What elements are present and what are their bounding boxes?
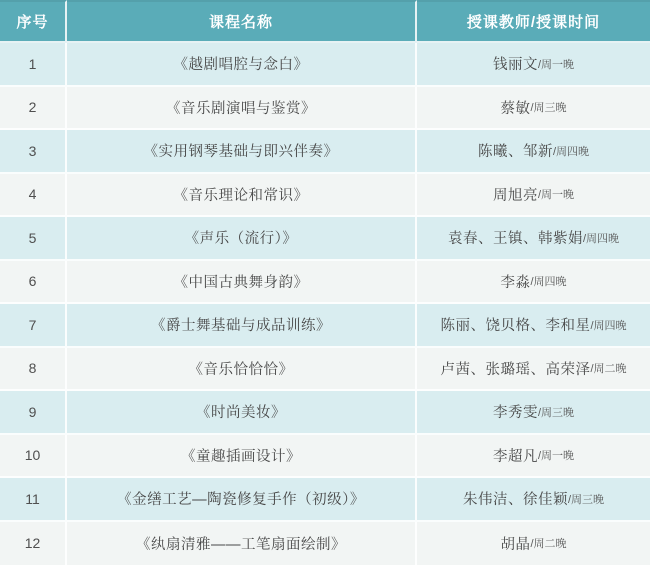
class-time: /周四晚 [552, 145, 590, 158]
class-time: /周四晚 [590, 319, 627, 332]
course-name: 《时尚美妆》 [67, 391, 417, 435]
teacher-names: 胡晶 [500, 536, 531, 553]
teacher-names: 卢茜、张璐瑶、高荣泽 [440, 361, 591, 378]
teacher-time-cell [417, 43, 650, 87]
class-time: /周一晚 [537, 450, 575, 463]
course-name: 《纨扇清雅——工笔扇面绘制》 [67, 522, 417, 565]
course-name: 《爵士舞基础与成品训练》 [67, 304, 417, 348]
header-serial-number: 序号 [0, 0, 67, 43]
teacher-names: 李超凡 [492, 448, 538, 465]
row-number: 9 [0, 391, 67, 435]
row-number: 1 [0, 43, 67, 87]
course-name: 《音乐理论和常识》 [67, 174, 417, 218]
teacher-time-cell [417, 304, 650, 348]
header-teacher-time: 授课教师/授课时间 [417, 0, 650, 43]
row-number: 7 [0, 304, 67, 348]
teacher-names: 朱伟洁、徐佳颖 [462, 492, 568, 509]
class-time: /周二晚 [590, 363, 627, 376]
course-name: 《声乐（流行）》 [67, 217, 417, 261]
teacher-names: 蔡敏 [500, 100, 531, 117]
class-time: /周四晚 [582, 232, 620, 245]
row-number: 3 [0, 130, 67, 174]
class-time: /周四晚 [530, 276, 567, 289]
teacher-names: 袁春、王镇、韩紫娟 [447, 231, 583, 248]
course-name: 《音乐剧演唱与鉴赏》 [67, 87, 417, 131]
teacher-names: 李淼 [500, 274, 531, 291]
class-time: /周三晚 [537, 406, 575, 419]
course-name: 《金缮工艺—陶瓷修复手作（初级）》 [67, 478, 417, 522]
teacher-time-cell [417, 130, 650, 174]
teacher-names: 李秀雯 [492, 405, 538, 422]
row-number: 6 [0, 261, 67, 305]
teacher-time-cell [417, 261, 650, 305]
course-name: 《童趣插画设计》 [67, 435, 417, 479]
course-name: 《音乐恰恰恰》 [67, 348, 417, 392]
teacher-time-cell [417, 435, 650, 479]
course-name: 《实用钢琴基础与即兴伴奏》 [67, 130, 417, 174]
course-name: 《中国古典舞身韵》 [67, 261, 417, 305]
row-number: 5 [0, 217, 67, 261]
row-number: 8 [0, 348, 67, 392]
class-time: /周三晚 [567, 493, 605, 506]
teacher-time-cell [417, 478, 650, 522]
row-number: 2 [0, 87, 67, 131]
row-number: 10 [0, 435, 67, 479]
teacher-time-cell [417, 174, 650, 218]
row-number: 12 [0, 522, 67, 565]
teacher-names: 钱丽文 [492, 57, 538, 74]
teacher-names: 陈曦、邹新 [477, 144, 553, 161]
teacher-names: 陈丽、饶贝格、李和星 [440, 318, 591, 335]
teacher-time-cell [417, 522, 650, 565]
teacher-time-cell [417, 217, 650, 261]
header-course-name: 课程名称 [67, 0, 417, 43]
row-number: 11 [0, 478, 67, 522]
teacher-names: 周旭亮 [492, 187, 538, 204]
row-number: 4 [0, 174, 67, 218]
teacher-time-cell [417, 87, 650, 131]
teacher-time-cell [417, 348, 650, 392]
course-name: 《越剧唱腔与念白》 [67, 43, 417, 87]
class-time: /周二晚 [530, 538, 567, 551]
teacher-time-cell [417, 391, 650, 435]
class-time: /周三晚 [530, 102, 567, 115]
class-time: /周一晚 [537, 189, 575, 202]
class-time: /周一晚 [537, 58, 575, 71]
